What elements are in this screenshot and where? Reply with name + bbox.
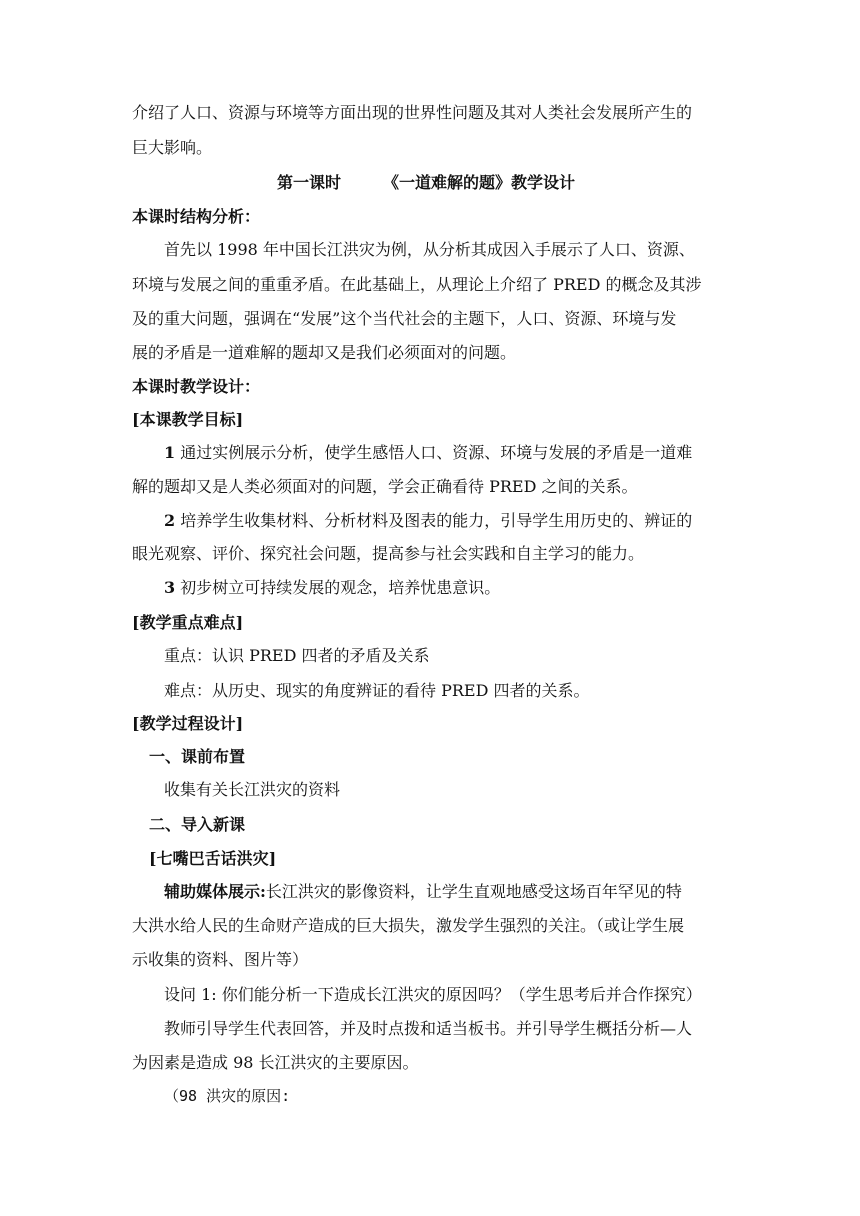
intro-line-2: 巨大影响。 <box>132 138 213 157</box>
key-point: 重点：认识 PRED 四者的矛盾及关系 <box>164 646 430 665</box>
media-line-2: 大洪水给人民的生命财产造成的巨大损失，激发学生强烈的关注。（或让学生展 <box>132 916 685 935</box>
structure-line: 及的重大问题，强调在“发展”这个当代社会的主题下，人口、资源、环境与发 <box>132 309 677 328</box>
goal-1-line-1: 1 通过实例展示分析，使学生感悟人口、资源、环境与发展的矛盾是一道难 <box>164 443 693 462</box>
step-1-heading: 一、课前布置 <box>149 747 246 766</box>
title-name: 《一道难解的题》教学设计 <box>383 173 576 192</box>
structure-heading: 本课时结构分析： <box>132 207 261 226</box>
media-line-3: 示收集的资料、图片等） <box>132 950 309 969</box>
structure-line: 环境与发展之间的重重矛盾。在此基础上，从理论上介绍了 PRED 的概念及其涉 <box>132 275 702 294</box>
goal-number: 1 <box>164 443 176 462</box>
keypoints-heading: [教学重点难点] <box>132 613 244 632</box>
design-heading: 本课时教学设计： <box>132 377 261 396</box>
title-lesson: 第一课时 <box>277 173 342 192</box>
intro-line-1: 介绍了人口、资源与环境等方面出现的世界性问题及其对人类社会发展所产生的 <box>132 103 693 122</box>
goal-number: 2 <box>164 511 176 530</box>
goals-heading: [本课教学目标] <box>132 410 244 429</box>
step-1-text: 收集有关长江洪灾的资料 <box>164 780 341 799</box>
process-heading: [教学过程设计] <box>132 714 244 733</box>
structure-line: 首先以 1998 年中国长江洪灾为例，从分析其成因入手展示了人口、资源、 <box>164 240 695 259</box>
media-line-1: 辅助媒体展示:长江洪灾的影像资料，让学生直观地感受这场百年罕见的特 <box>164 882 682 901</box>
difficult-point: 难点：从历史、现实的角度辨证的看待 PRED 四者的关系。 <box>164 681 590 700</box>
structure-line: 展的矛盾是一道难解的题却又是我们必须面对的问题。 <box>132 343 517 362</box>
cause-label: （98 洪灾的原因: <box>164 1087 291 1105</box>
media-label: 辅助媒体展示: <box>164 882 266 901</box>
teacher-line-2: 为因素是造成 98 长江洪灾的主要原因。 <box>132 1053 419 1072</box>
teacher-line-1: 教师引导学生代表回答，并及时点拨和适当板书。并引导学生概括分析—人 <box>164 1019 693 1038</box>
page-title <box>277 173 575 193</box>
goal-2-line-2: 眼光观察、评价、探究社会问题，提高参与社会实践和自主学习的能力。 <box>132 544 645 563</box>
goal-3-line-1: 3 初步树立可持续发展的观念，培养忧患意识。 <box>164 578 501 597</box>
section-heading: [七嘴巴舌话洪灾] <box>149 849 277 868</box>
goal-number: 3 <box>164 578 176 597</box>
question-1: 设问 1: 你们能分析一下造成长江洪灾的原因吗？（学生思考后并合作探究） <box>164 985 702 1004</box>
step-2-heading: 二、导入新课 <box>149 815 246 834</box>
goal-1-line-2: 解的题却又是人类必须面对的问题，学会正确看待 PRED 之间的关系。 <box>132 477 638 496</box>
goal-2-line-1: 2 培养学生收集材料、分析材料及图表的能力，引导学生用历史的、辨证的 <box>164 511 693 530</box>
